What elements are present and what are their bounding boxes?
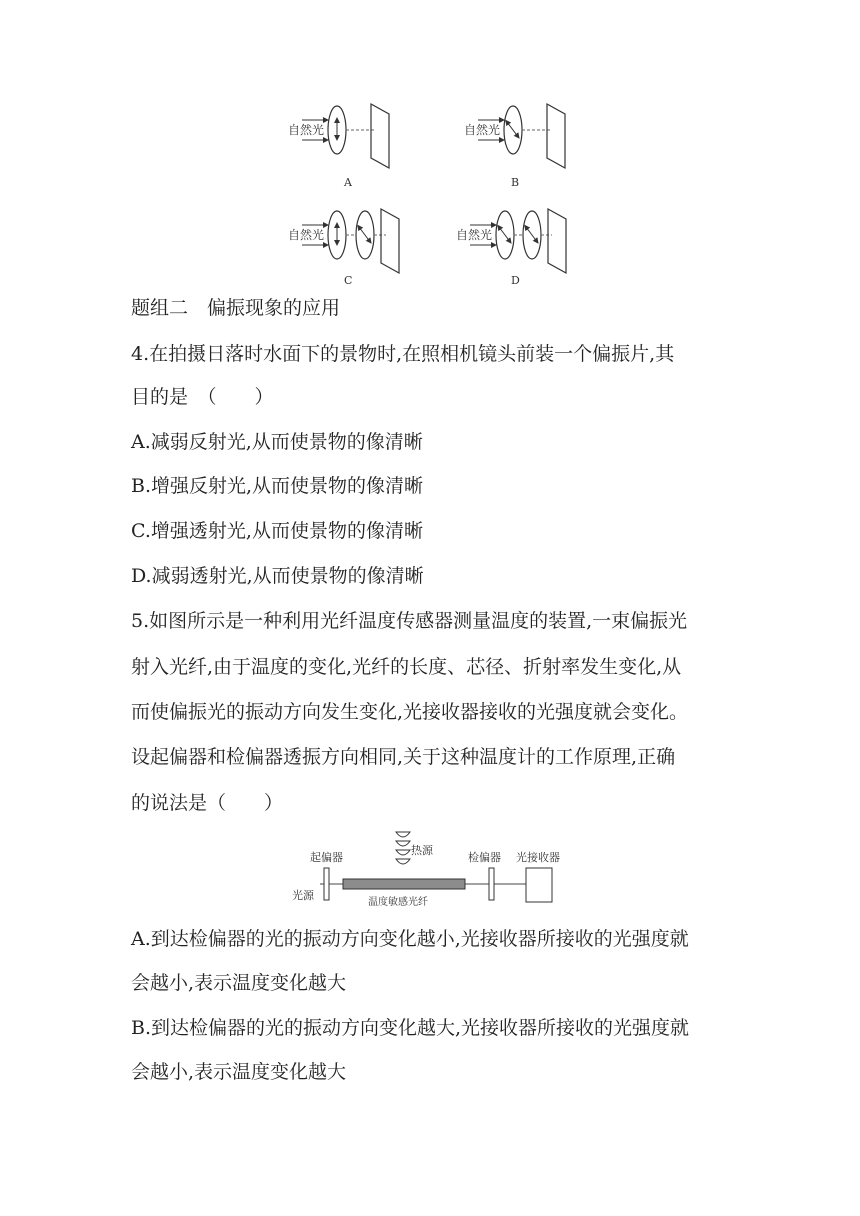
polarizer-plate — [324, 868, 329, 900]
q4-stem-line-2: 目的是 （ ） — [131, 386, 274, 408]
q5-option-a-line-1: A.到达检偏器的光的振动方向变化越小,光接收器所接收的光强度就 — [131, 928, 689, 950]
q5-stem-line-3: 而使偏振光的振动方向发生变化,光接收器接收的光强度就会变化。 — [131, 701, 689, 723]
temperature-sensitive-fiber — [343, 879, 465, 889]
fiber-label: 温度敏感光纤 — [368, 897, 428, 908]
option-label-a: A — [344, 176, 352, 189]
screen — [381, 209, 399, 273]
heat-source-icon — [396, 832, 410, 864]
natural-light-label: 自然光 — [288, 123, 325, 137]
q5-stem-line-1: 5.如图所示是一种利用光纤温度传感器测量温度的装置,一束偏振光 — [131, 610, 688, 632]
polarizer-figure — [280, 98, 600, 290]
diagram-c — [288, 209, 399, 287]
q5-option-a-line-2: 会越小,表示温度变化越大 — [131, 972, 347, 994]
option-label-b: B — [511, 176, 520, 189]
section-title: 题组二 偏振现象的应用 — [131, 297, 341, 319]
q4-stem-line-1: 4.在拍摄日落时水面下的景物时,在照相机镜头前装一个偏振片,其 — [131, 343, 675, 365]
q4-option-a: A.减弱反射光,从而使景物的像清晰 — [131, 431, 423, 453]
natural-light-label: 自然光 — [464, 123, 501, 137]
natural-light-label: 自然光 — [456, 228, 493, 242]
receiver-box — [526, 868, 552, 902]
q5-option-b-line-2: 会越小,表示温度变化越大 — [131, 1061, 347, 1083]
fiber-sensor-figure — [288, 828, 578, 912]
option-label-c: C — [344, 274, 353, 287]
receiver-label: 光接收器 — [516, 851, 560, 864]
screen — [547, 104, 565, 168]
diagram-b — [464, 104, 565, 189]
light-source-label: 光源 — [292, 889, 314, 902]
polarizer-label: 起偏器 — [310, 851, 343, 864]
q5-option-b-line-1: B.到达检偏器的光的振动方向变化越大,光接收器所接收的光强度就 — [131, 1017, 690, 1039]
q4-option-d: D.减弱透射光,从而使景物的像清晰 — [131, 565, 424, 587]
q5-stem-line-4: 设起偏器和检偏器透振方向相同,关于这种温度计的工作原理,正确 — [131, 746, 676, 768]
natural-light-label: 自然光 — [288, 228, 325, 242]
screen — [548, 209, 566, 273]
heat-source-label: 热源 — [411, 844, 433, 857]
q5-stem-line-5: 的说法是（ ） — [131, 792, 284, 814]
q4-option-b: B.增强反射光,从而使景物的像清晰 — [131, 475, 424, 497]
analyzer-plate — [489, 868, 494, 900]
diagram-d — [456, 209, 566, 287]
q4-option-c: C.增强透射光,从而使景物的像清晰 — [131, 520, 423, 542]
q5-stem-line-2: 射入光纤,由于温度的变化,光纤的长度、芯径、折射率发生变化,从 — [131, 656, 682, 678]
screen — [371, 104, 389, 168]
option-label-d: D — [511, 274, 520, 287]
diagram-a — [288, 104, 389, 189]
analyzer-label: 检偏器 — [468, 851, 501, 864]
